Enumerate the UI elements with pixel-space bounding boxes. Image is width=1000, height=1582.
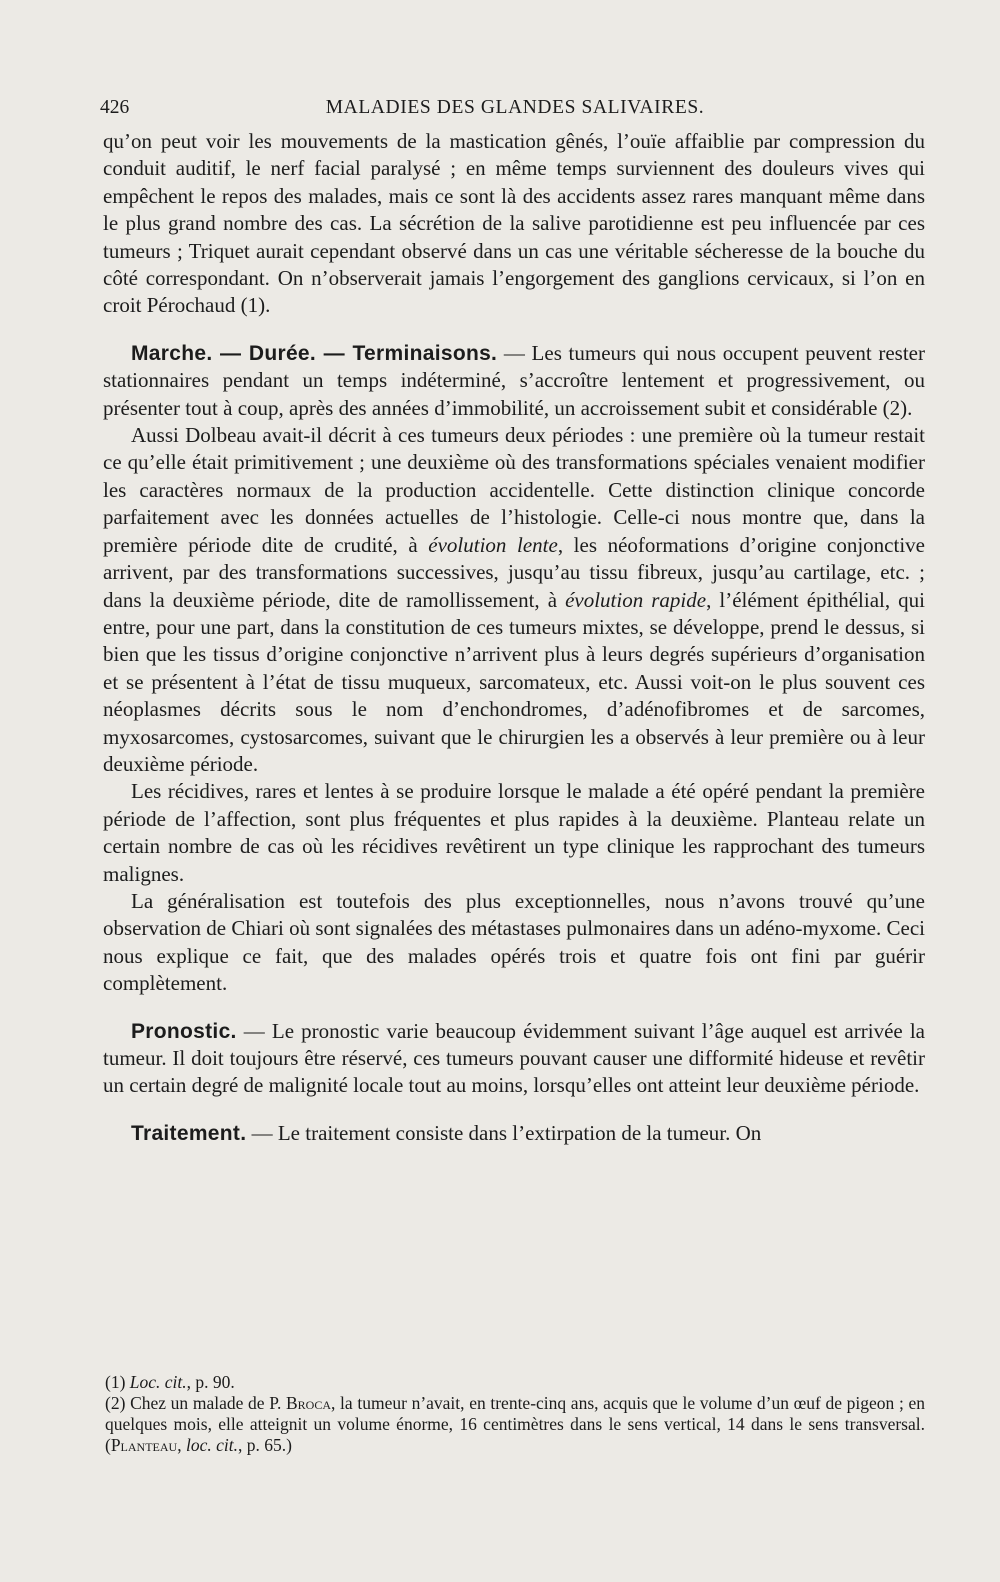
footnote-1: (1) Loc. cit., p. 90. — [105, 1372, 235, 1392]
section-heading-marche: Marche. — Durée. — Terminaisons. — [131, 341, 498, 365]
paragraph-marche: Marche. — Durée. — Terminaisons. — Les tumeurs qui nous occupent peuvent rester stationnaires pendant un temps indéterminé, s’accroître lentement et progressivement, ou présenter tout à coup, après des années d’immobilité, un accroissement subit et considérable (2). — [103, 340, 925, 420]
section-heading-pronostic: Pronostic. — [131, 1019, 237, 1043]
paragraph-recidives: Les récidives, rares et lentes à se produire lorsque le malade a été opéré pendant la première période de l’affection, sont plus fréquentes et plus rapides à la deuxième. Planteau relate un certain nombre de cas où les récidives revêtirent un type clinique les rapprochant des tumeurs malignes. — [103, 779, 925, 886]
italic-term: évolution lente — [428, 532, 558, 557]
running-title: MALADIES DES GLANDES SALIVAIRES. — [325, 97, 705, 118]
paragraph-pronostic: Pronostic. — Le pronostic varie beaucoup évidemment suivant l’âge auquel est arrivée la tumeur. Il doit toujours être réservé, ces tumeurs pouvant causer une difformité hideuse et revêtir un certain degré de malignité locale tout au moins, lorsqu’elles ont atteint leur deuxième période. — [103, 1018, 925, 1098]
italic-term: évolution rapide — [565, 587, 707, 612]
paragraph-symptoms: qu’on peut voir les mouvements de la mastication gênés, l’ouïe affaiblie par compression du conduit auditif, le nerf facial paralysé ; en même temps surviennent des douleurs vives qui empêchent le repos des malades, mais ce sont là des accidents assez rares manquant même dans le plus grand nombre des cas. La sécrétion de la salive parotidienne est peu influencée par ces tumeurs ; Triquet aurait cependant observé dans un cas une véritable sécheresse de la bouche du côté correspondant. On n’observerait jamais l’engorgement des ganglions cervicaux, si l’on en croit Pérochaud (1). — [103, 129, 925, 318]
page-number: 426 — [100, 97, 130, 118]
section-heading-traitement: Traitement. — [131, 1121, 247, 1145]
page-header — [100, 97, 930, 129]
paragraph-dolbeau: Aussi Dolbeau avait-il décrit à ces tumeurs deux périodes : une première où la tumeur restait ce qu’elle était primitivement ; une deuxième où des transformations spéciales venaient modifier les caractères normaux de la production accidentelle. Cette distinction clinique concorde parfaitement avec les données actuelles de l’histologie. Celle-ci nous montre que, dans la première période dite de crudité, à évolution lente, les néoformations d’origine conjonctive arrivent, par des transformations successives, jusqu’au tissu fibreux, jusqu’au cartilage, etc. ; dans la deuxième période, dite de ramollissement, à évolution rapide, l’élément épithélial, qui entre, pour une part, dans la constitution de ces tumeurs mixtes, se développe, prend le dessus, si bien que les tissus d’origine conjonctive n’arrivent plus à leurs degrés supérieurs d’organisation et se présentent à l’état de tissu muqueux, sarcomateux, etc. Aussi voit-on le plus souvent ces néoplasmes décrits sous le nom d’enchondromes, d’adénofibromes et de sarcomes, myxosarcomes, cystosarcomes, suivant que le chirurgien les a observés à leur première ou à leur deuxième période. — [103, 423, 925, 776]
paragraph-traitement: Traitement. — Le traitement consiste dans l’extirpation de la tumeur. On — [131, 1120, 762, 1145]
footnote-2: (2) Chez un malade de P. Broca, la tumeur n’avait, en trente-cinq ans, acquis que le volume d’un œuf de pigeon ; en quelques mois, elle atteignit un volume énorme, 16 centimètres dans le sens vertical, 14 dans le sens transversal. (Planteau, loc. cit., p. 65.) — [105, 1393, 925, 1455]
footnotes — [105, 1372, 925, 1456]
main-text — [103, 128, 925, 1147]
paragraph-generalisation: La généralisation est toutefois des plus exceptionnelles, nous n’avons trouvé qu’une observation de Chiari où sont signalées des métastases pulmonaires dans un adéno-myxome. Ceci nous explique ce fait, que des malades opérés trois et quatre fois ont fini par guérir complètement. — [103, 888, 925, 996]
